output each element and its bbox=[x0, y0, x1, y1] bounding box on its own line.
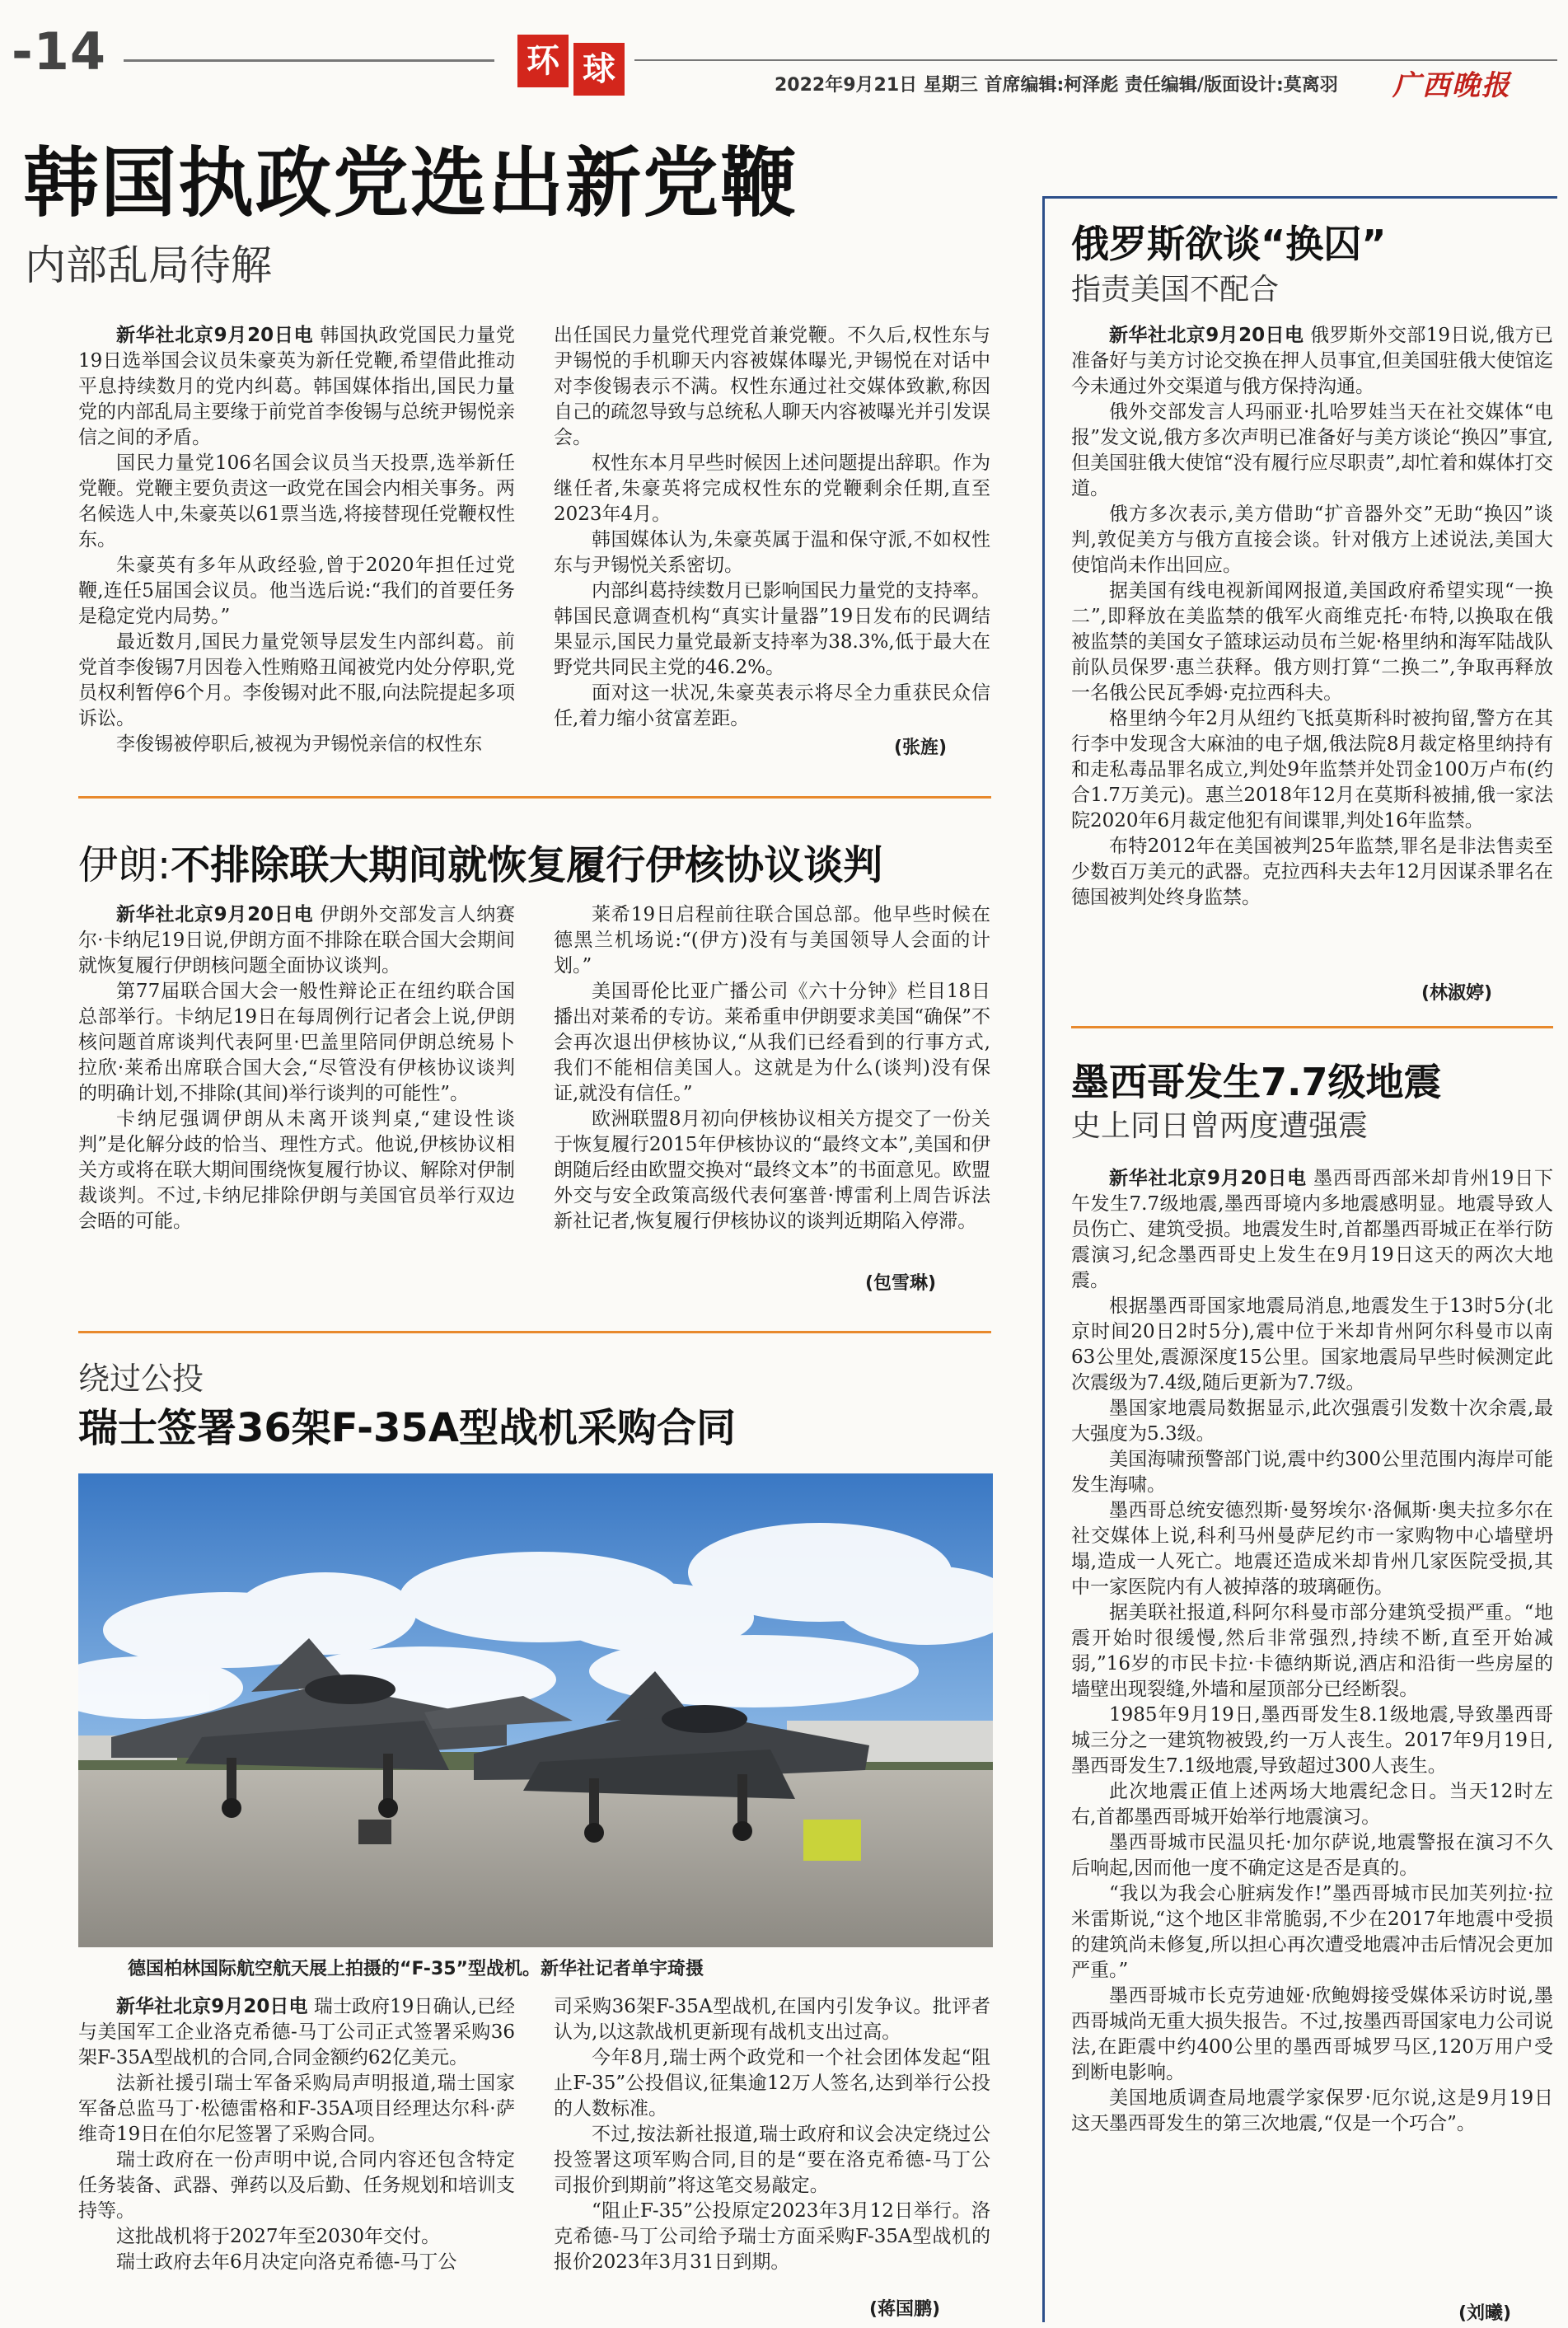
article1-para: 出任国民力量党代理党首兼党鞭。不久后,权性东与尹锡悦的手机聊天内容被媒体曝光,尹锡悦在对话中对李俊锡表示不满。权性东通过社交媒体致歉,称因自己的疏忽导致与总统私人聊天内容被曝光并引发误会。 bbox=[554, 325, 990, 448]
article5-para: 根据墨西哥国家地震局消息,地震发生于13时5分(北京时间20日2时5分),震中位于米却肯州阿尔科曼市以南63公里处,震源深度15公里。国家地震局早些时候测定此次震级为7.4级,随后更新为7.7级。 bbox=[1071, 1295, 1553, 1394]
article1-byline: (张旌) bbox=[894, 738, 948, 758]
article2-col1 bbox=[78, 902, 515, 1234]
article3-para: 今年8月,瑞士两个政党和一个社会团体发起“阻止F-35”公投倡议,征集逾12万人签名,达到举行公投的人数标准。 bbox=[554, 2047, 990, 2120]
article4-title: 俄罗斯欲谈“换囚” bbox=[1071, 222, 1387, 266]
article2-byline: (包雪琳) bbox=[865, 1273, 937, 1294]
article3-para: 司采购36架F-35A型战机,在国内引发争议。批评者认为,以这款战机更新现有战机支出过高。 bbox=[554, 1996, 990, 2043]
article1-dateline: 新华社北京9月20日电 bbox=[116, 325, 314, 346]
article2-para: 卡纳尼强调伊朗从未离开谈判桌,“建设性谈判”是化解分歧的恰当、理性方式。他说,伊核协议相关方或将在联大期间围绕恢复履行协议、解除对伊制裁谈判。不过,卡纳尼排除伊朗与美国官员举行双边会晤的可能。 bbox=[78, 1108, 515, 1232]
header-info: 2022年9月21日 星期三 首席编辑:柯泽彪 责任编辑/版面设计:莫离羽 bbox=[775, 75, 1338, 96]
article3-para: 瑞士政府去年6月决定向洛克希德-马丁公 bbox=[116, 2251, 457, 2273]
article2-para: 欧洲联盟8月初向伊核协议相关方提交了一份关于恢复履行2015年伊核协议的“最终文本”,美国和伊朗随后经由欧盟交换对“最终文本”的书面意见。欧盟外交与安全政策高级代表何塞普·博雷利上周告诉法新社记者,恢复履行伊核协议的谈判近期陷入停滞。 bbox=[554, 1108, 990, 1232]
photo-caption: 德国柏林国际航空航天展上拍摄的“F-35”型战机。新华社记者单宇琦摄 bbox=[128, 1959, 704, 1979]
article5-subtitle: 史上同日曾两度遭强震 bbox=[1071, 1109, 1369, 1143]
article4-para: 格里纳今年2月从纽约飞抵莫斯科时被拘留,警方在其行李中发现含大麻油的电子烟,俄法院8月裁定格里纳持有和走私毒品罪名成立,判处9年监禁并处罚金100万卢布(约合1.7万美元)。惠兰2018年12月在莫斯科被捕,俄一家法院2020年6月裁定他犯有间谍罪,判处16年监禁。 bbox=[1071, 708, 1553, 831]
masthead-logo: 广西晚报 bbox=[1392, 69, 1511, 102]
article5-para: 据美联社报道,科阿尔科曼市部分建筑受损严重。“地震开始时很缓慢,然后非常强烈,持续不断,直至开始减弱,”16岁的市民卡拉·卡德纳斯说,酒店和沿街一些房屋的墙壁出现裂缝,外墙和屋顶部分已经断裂。 bbox=[1071, 1602, 1553, 1700]
article1-para: 面对这一状况,朱豪英表示将尽全力重获民众信任,着力缩小贫富差距。 bbox=[554, 682, 990, 729]
ground-cart bbox=[803, 1820, 861, 1861]
article5-para: 墨西哥城市民温贝托·加尔萨说,地震警报在演习不久后响起,因而他一度不确定这是否是真的。 bbox=[1071, 1832, 1553, 1879]
article1-title: 韩国执政党选出新党鞭 bbox=[23, 139, 798, 227]
article4-para: 俄外交部发言人玛丽亚·扎哈罗娃当天在社交媒体“电报”发文说,俄方多次声明已准备好与美方谈论“换囚”事宜,但美国驻俄大使馆“没有履行应尽职责”,却忙着和媒体打交道。 bbox=[1071, 401, 1553, 499]
header-rule bbox=[124, 59, 494, 62]
article4-para: 据美国有线电视新闻网报道,美国政府希望实现“一换二”,即释放在美监禁的俄军火商维克托·布特,以换取在俄被监禁的美国女子篮球运动员布兰妮·格里纳和海军陆战队前队员保罗·惠兰获释。俄方则打算“二换二”,争取再释放一名俄公民瓦季姆·克拉西科夫。 bbox=[1071, 580, 1553, 704]
article5-para: 墨国家地震局数据显示,此次强震引发数十次余震,最大强度为5.3级。 bbox=[1071, 1398, 1553, 1445]
article3-byline: (蒋国鹏) bbox=[869, 2299, 941, 2320]
article3-para: 不过,按法新社报道,瑞士政府和议会决定绕过公投签署这项军购合同,目的是“要在洛克希德-马丁公司报价到期前”将这笔交易敲定。 bbox=[554, 2124, 990, 2196]
article3-col2 bbox=[554, 1994, 990, 2275]
article3-title: 瑞士签署36架F-35A型战机采购合同 bbox=[78, 1405, 736, 1451]
article1-para: 内部纠葛持续数月已影响国民力量党的支持率。韩国民意调查机构“真实计量器”19日发布的民调结果显示,国民力量党最新支持率为38.3%,低于最大在野党共同民主党的46.2%。 bbox=[554, 580, 990, 678]
header-rule-right bbox=[634, 59, 1557, 61]
divider-right bbox=[1071, 1026, 1553, 1028]
article1-col1 bbox=[78, 323, 515, 757]
article2-col2 bbox=[554, 902, 990, 1234]
article5-title: 墨西哥发生7.7级地震 bbox=[1071, 1060, 1442, 1104]
photo-illustration bbox=[78, 1473, 993, 1947]
article1-para: 李俊锡被停职后,被视为尹锡悦亲信的权性东 bbox=[116, 733, 483, 755]
article4-para: 布特2012年在美国被判25年监禁,罪名是非法售卖至少数百万美元的武器。克拉西科夫去年12月因谋杀罪名在德国被判处终身监禁。 bbox=[1071, 836, 1553, 908]
article5-para: “我以为我会心脏病发作!”墨西哥城市民加芙列拉·拉米雷斯说,“这个地区非常脆弱,不少在2017年地震中受损的建筑尚未修复,所以担心再次遭受地震冲击后情况会更加严重。” bbox=[1071, 1883, 1553, 1981]
article4-para: 俄方多次表示,美方借助“扩音器外交”无助“换囚”谈判,敦促美方与俄方直接会谈。针对俄方上述说法,美国大使馆尚未作出回应。 bbox=[1071, 504, 1553, 576]
article2-title-prefix: 伊朗: bbox=[78, 842, 171, 888]
article5-para: 墨西哥城市长克劳迪娅·欣鲍姆接受媒体采访时说,墨西哥城尚无重大损失报告。不过,按墨西哥国家电力公司说法,在距震中约400公里的墨西哥城罗马区,120万用户受到断电影响。 bbox=[1071, 1985, 1553, 2083]
article1-para: 朱豪英有多年从政经验,曾于2020年担任过党鞭,连任5届国会议员。他当选后说:“我们的首要任务是稳定党内局势。” bbox=[78, 555, 515, 627]
section-tag-1: 环 bbox=[517, 35, 569, 87]
section-tag-2: 球 bbox=[573, 43, 625, 96]
right-column-border bbox=[1042, 196, 1045, 2322]
article5-para: 美国海啸预警部门说,震中约300公里范围内海岸可能发生海啸。 bbox=[1071, 1449, 1553, 1496]
article5-para: 新华社北京9月20日电 墨西哥西部米却肯州19日下午发生7.7级地震,墨西哥境内多地震感明显。地震导致人员伤亡、建筑受损。地震发生时,首都墨西哥城正在举行防震演习,纪念墨西哥史上发生在9月19日这天的两次大地震。 bbox=[1071, 1168, 1553, 1291]
page-number: -14 bbox=[12, 21, 107, 82]
article3-col1 bbox=[78, 1994, 515, 2275]
article5-byline: (刘曦) bbox=[1458, 2303, 1512, 2324]
article2-para: 新华社北京9月20日电 伊朗外交部发言人纳赛尔·卡纳尼19日说,伊朗方面不排除在联合国大会期间就恢复履行伊朗核问题全面协议谈判。 bbox=[78, 904, 516, 977]
article3-kicker: 绕过公投 bbox=[78, 1361, 204, 1397]
article1-col2 bbox=[554, 323, 990, 732]
article2-para: 美国哥伦比亚广播公司《六十分钟》栏目18日播出对莱希的专访。莱希重申伊朗要求美国“确保”不会再次退出伊核协议,“从我们已经看到的行事方式,我们不能相信美国人。这就是为什么(谈判)没有保证,就没有信任。” bbox=[554, 981, 990, 1104]
article5-body bbox=[1071, 1166, 1553, 2137]
article4-dateline: 新华社北京9月20日电 bbox=[1109, 325, 1304, 346]
article1-para: 韩国媒体认为,朱豪英属于温和保守派,不如权性东与尹锡悦关系密切。 bbox=[554, 529, 990, 576]
article2-para: 莱希19日启程前往联合国总部。他早些时候在德黑兰机场说:“(伊方)没有与美国领导人会面的计划。” bbox=[554, 904, 990, 977]
article3-para: 这批战机将于2027年至2030年交付。 bbox=[116, 2226, 441, 2247]
article3-para: “阻止F-35”公投原定2023年3月12日举行。洛克希德-马丁公司给予瑞士方面采购F-35A型战机的报价2023年3月31日到期。 bbox=[554, 2200, 990, 2273]
article3-para: 瑞士政府在一份声明中说,合同内容还包含特定任务装备、武器、弹药以及后勤、任务规划和培训支持等。 bbox=[78, 2149, 515, 2222]
article1-para: 国民力量党106名国会议员当天投票,选举新任党鞭。党鞭主要负责这一政党在国会内相关事务。两名候选人中,朱豪英以61票当选,将接替现任党鞭权性东。 bbox=[78, 452, 515, 550]
article5-dateline: 新华社北京9月20日电 bbox=[1109, 1168, 1307, 1189]
article2-title-main: 不排除联大期间就恢复履行伊核协议谈判 bbox=[171, 842, 883, 888]
article1-para: 权性东本月早些时候因上述问题提出辞职。作为继任者,朱豪英将完成权性东的党鞭剩余任期,直至2023年4月。 bbox=[554, 452, 990, 525]
article1-para: 新华社北京9月20日电 韩国执政党国民力量党19日选举国会议员朱豪英为新任党鞭,希望借此推动平息持续数月的党内纠葛。韩国媒体指出,国民力量党的内部乱局主要缘于前党首李俊锡与总统尹锡悦亲信之间的矛盾。 bbox=[78, 325, 516, 448]
article4-byline: (林淑婷) bbox=[1421, 983, 1493, 1004]
article5-para: 美国地质调查局地震学家保罗·厄尔说,这是9月19日这天墨西哥发生的第三次地震,“仅是一个巧合”。 bbox=[1071, 2087, 1553, 2134]
divider-2 bbox=[78, 1331, 991, 1333]
article4-para: 新华社北京9月20日电 俄罗斯外交部19日说,俄方已准备好与美方讨论交换在押人员事宜,但美国驻俄大使馆迄今未通过外交渠道与俄方保持沟通。 bbox=[1071, 325, 1554, 397]
right-column-top-border bbox=[1042, 196, 1557, 199]
article1-para: 最近数月,国民力量党领导层发生内部纠葛。前党首李俊锡7月因卷入性贿赂丑闻被党内处分停职,党员权利暂停6个月。李俊锡对此不服,向法院提起多项诉讼。 bbox=[78, 631, 515, 729]
article3-para: 法新社援引瑞士军备采购局声明报道,瑞士国家军备总监马丁·松德雷格和F-35A项目经理达尔科·萨维奇19日在伯尔尼签署了采购合同。 bbox=[78, 2073, 515, 2145]
article3-dateline: 新华社北京9月20日电 bbox=[116, 1996, 308, 2017]
article5-para: 墨西哥总统安德烈斯·曼努埃尔·洛佩斯·奥夫拉多尔在社交媒体上说,科利马州曼萨尼约市一家购物中心墙壁坍塌,造成一人死亡。地震还造成米却肯州几家医院受损,其中一家医院内有人被掉落的玻璃砸伤。 bbox=[1071, 1500, 1553, 1598]
article3-para: 新华社北京9月20日电 瑞士政府19日确认,已经与美国军工企业洛克希德-马丁公司正式签署采购36架F-35A型战机的合同,合同金额约62亿美元。 bbox=[78, 1996, 516, 2068]
article2-dateline: 新华社北京9月20日电 bbox=[116, 904, 314, 925]
article2-title bbox=[78, 841, 882, 890]
article2-para: 第77届联合国大会一般性辩论正在纽约联合国总部举行。卡纳尼19日在每周例行记者会上说,伊朗核问题首席谈判代表阿里·巴盖里陪同伊朗总统易卜拉欣·莱希出席联合国大会,“尽管没有伊核协议谈判的明确计划,不排除(其间)举行谈判的可能性”。 bbox=[78, 981, 515, 1104]
fighter-jet-photo bbox=[78, 1473, 993, 1947]
article5-para: 1985年9月19日,墨西哥发生8.1级地震,导致墨西哥城三分之一建筑物被毁,约一万人丧生。2017年9月19日,墨西哥发生7.1级地震,导致超过300人丧生。 bbox=[1071, 1704, 1553, 1777]
divider-1 bbox=[78, 796, 991, 799]
article1-subtitle: 内部乱局待解 bbox=[25, 241, 272, 289]
article5-para: 此次地震正值上述两场大地震纪念日。当天12时左右,首都墨西哥城开始举行地震演习。 bbox=[1071, 1781, 1553, 1828]
article4-body bbox=[1071, 323, 1553, 911]
article4-subtitle: 指责美国不配合 bbox=[1071, 273, 1280, 307]
